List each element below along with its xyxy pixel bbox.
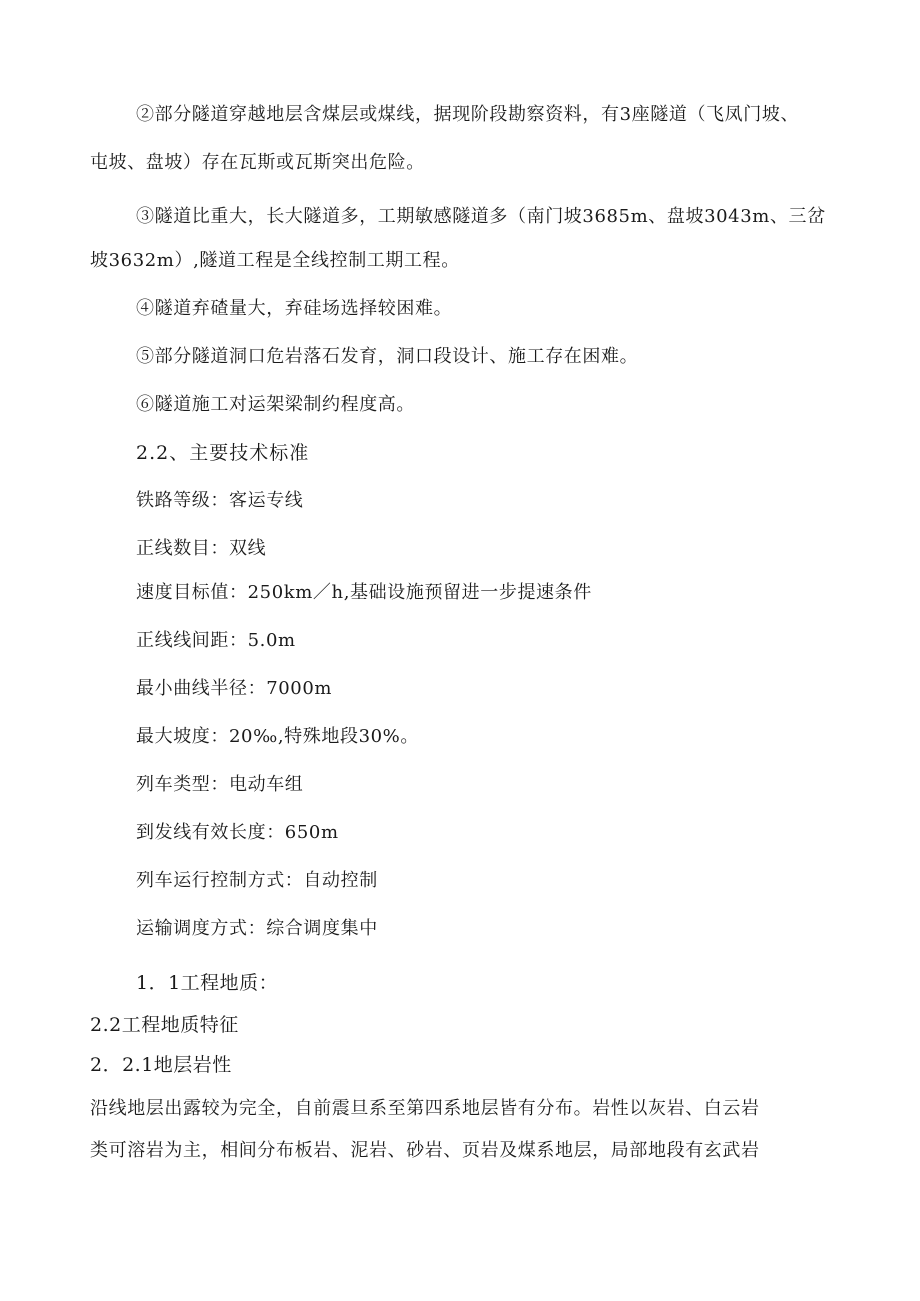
standard-item: 正线线间距：5.0m [136,630,296,651]
paragraph-lithology-line-2: 类可溶岩为主，相间分布板岩、泥岩、砂岩、页岩及煤系地层，局部地段有玄武岩 [90,1140,760,1161]
paragraph-beam-erection: ⑥隧道施工对运架梁制约程度高。 [136,394,415,415]
subsection-heading-stratum-lithology: 2．2.1地层岩性 [90,1054,232,1076]
paragraph-portal: ⑤部分隧道洞口危岩落石发育，洞口段设计、施工存在困难。 [136,346,639,367]
paragraph-lithology-line-1: 沿线地层出露较为完全，自前震旦系至第四系地层皆有分布。岩性以灰岩、白云岩 [90,1098,760,1119]
paragraph-tunnel-ratio-line-2: 坡3632m）,隧道工程是全线控制工期工程。 [90,250,460,271]
standard-item: 最大坡度：20‰,特殊地段30%。 [136,726,419,747]
standard-item: 列车运行控制方式：自动控制 [136,870,378,891]
section-heading-technical-standards: 2.2、主要技术标准 [136,442,310,464]
standard-item: 速度目标值：250km／h,基础设施预留进一步提速条件 [136,582,592,603]
standard-item: 运输调度方式：综合调度集中 [136,918,378,939]
standard-item: 到发线有效长度：650m [136,822,339,843]
standard-item: 铁路等级：客运专线 [136,490,304,511]
standard-item: 列车类型：电动车组 [136,774,304,795]
standard-item: 正线数目：双线 [136,538,267,559]
paragraph-coal-line-2: 屯坡、盘坡）存在瓦斯或瓦斯突出危险。 [90,152,425,173]
paragraph-spoil: ④隧道弃碴量大，弃硅场选择较困难。 [136,298,453,319]
section-heading-engineering-geology: 1．1工程地质： [136,972,279,994]
paragraph-coal-line-1: ②部分隧道穿越地层含煤层或煤线，据现阶段勘察资料，有3座隧道（飞凤门坡、 [136,104,800,125]
standard-item: 最小曲线半径：7000m [136,678,333,699]
section-heading-geology-features: 2.2工程地质特征 [90,1014,239,1036]
paragraph-tunnel-ratio-line-1: ③隧道比重大，长大隧道多，工期敏感隧道多（南门坡3685m、盘坡3043m、三岔 [136,206,826,227]
